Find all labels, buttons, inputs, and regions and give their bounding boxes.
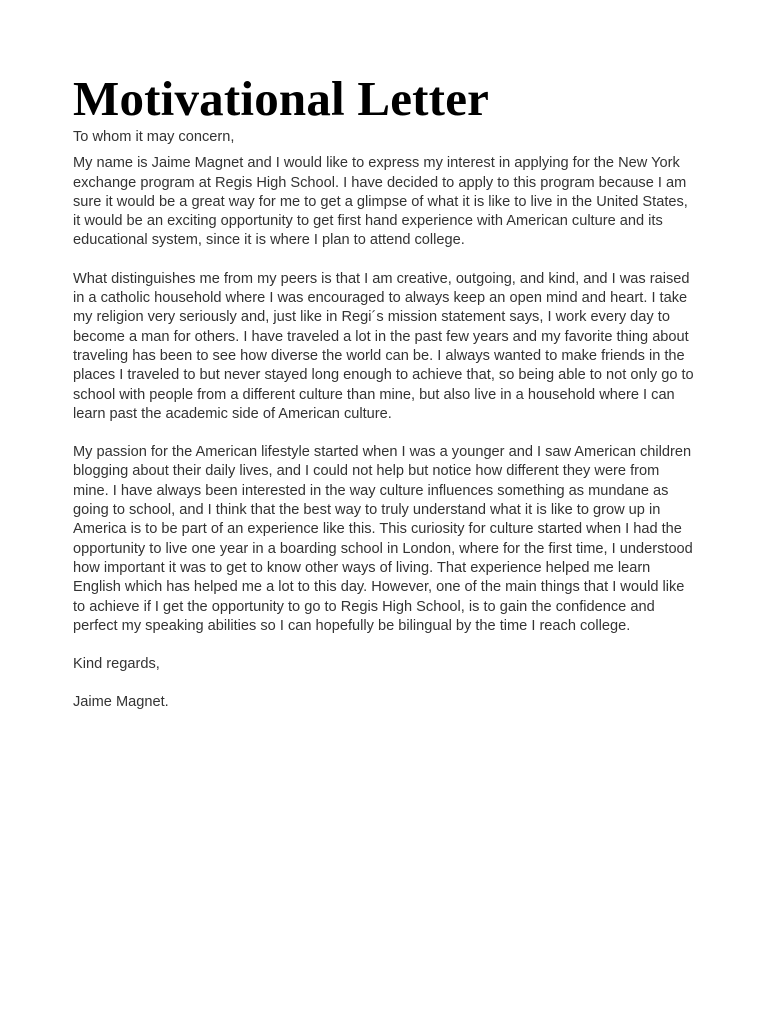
paragraph-passion-for-culture: My passion for the American lifestyle started when I was a younger and I saw American children blogging about their daily lives, and I could not help but notice how different they were from mine. I have always been interested in the way culture influences something as mundane as going to school, and I think that the best way to truly understand what it is like to grow up in America is to be part of an experience like this. This curiosity for culture started when I had the opportunity to live one year in a boarding school in London, where for the first time, I understood how important it was to get to know other ways of living. That experience helped me learn English which has helped me a lot to this day. However, one of the main things that I would like to achieve if I get the opportunity to go to Regis High School, is to gain the confidence and perfect my speaking abilities so I can hopefully be bilingual by the time I reach college.	[73, 444, 693, 634]
paragraph-distinguishing-traits: What distinguishes me from my peers is that I am creative, outgoing, and kind, and I was raised in a catholic household where I was encouraged to always keep an open mind and heart. I take my religion very seriously and, just like in Regi´s mission statement says, I work every day to become a man for others. I have traveled a lot in the past few years and my favorite thing about traveling has been to see how diverse the world can be. I always wanted to make friends in the places I traveled to but never stayed long enough to achieve that, so being able to not only go to school with people from a different culture than mine, but also live in a household where I can learn past the academic side of American culture.	[73, 270, 694, 422]
paragraph-introduction: My name is Jaime Magnet and I would like to express my interest in applying for the New York exchange program at Regis High School. I have decided to apply to this program because I am sure it would be a great way for me to get a glimpse of what it is like to live in the United States, it would be an exciting opportunity to get first hand experience with American culture and its educational system, since it is where I plan to attend college.	[73, 155, 688, 249]
closing: Kind regards,	[73, 656, 160, 673]
letter-title: Motivational Letter	[73, 71, 490, 126]
letter-body	[73, 128, 698, 713]
signature: Jaime Magnet.	[73, 694, 169, 711]
salutation: To whom it may concern,	[73, 129, 235, 145]
letter-page	[73, 70, 698, 713]
